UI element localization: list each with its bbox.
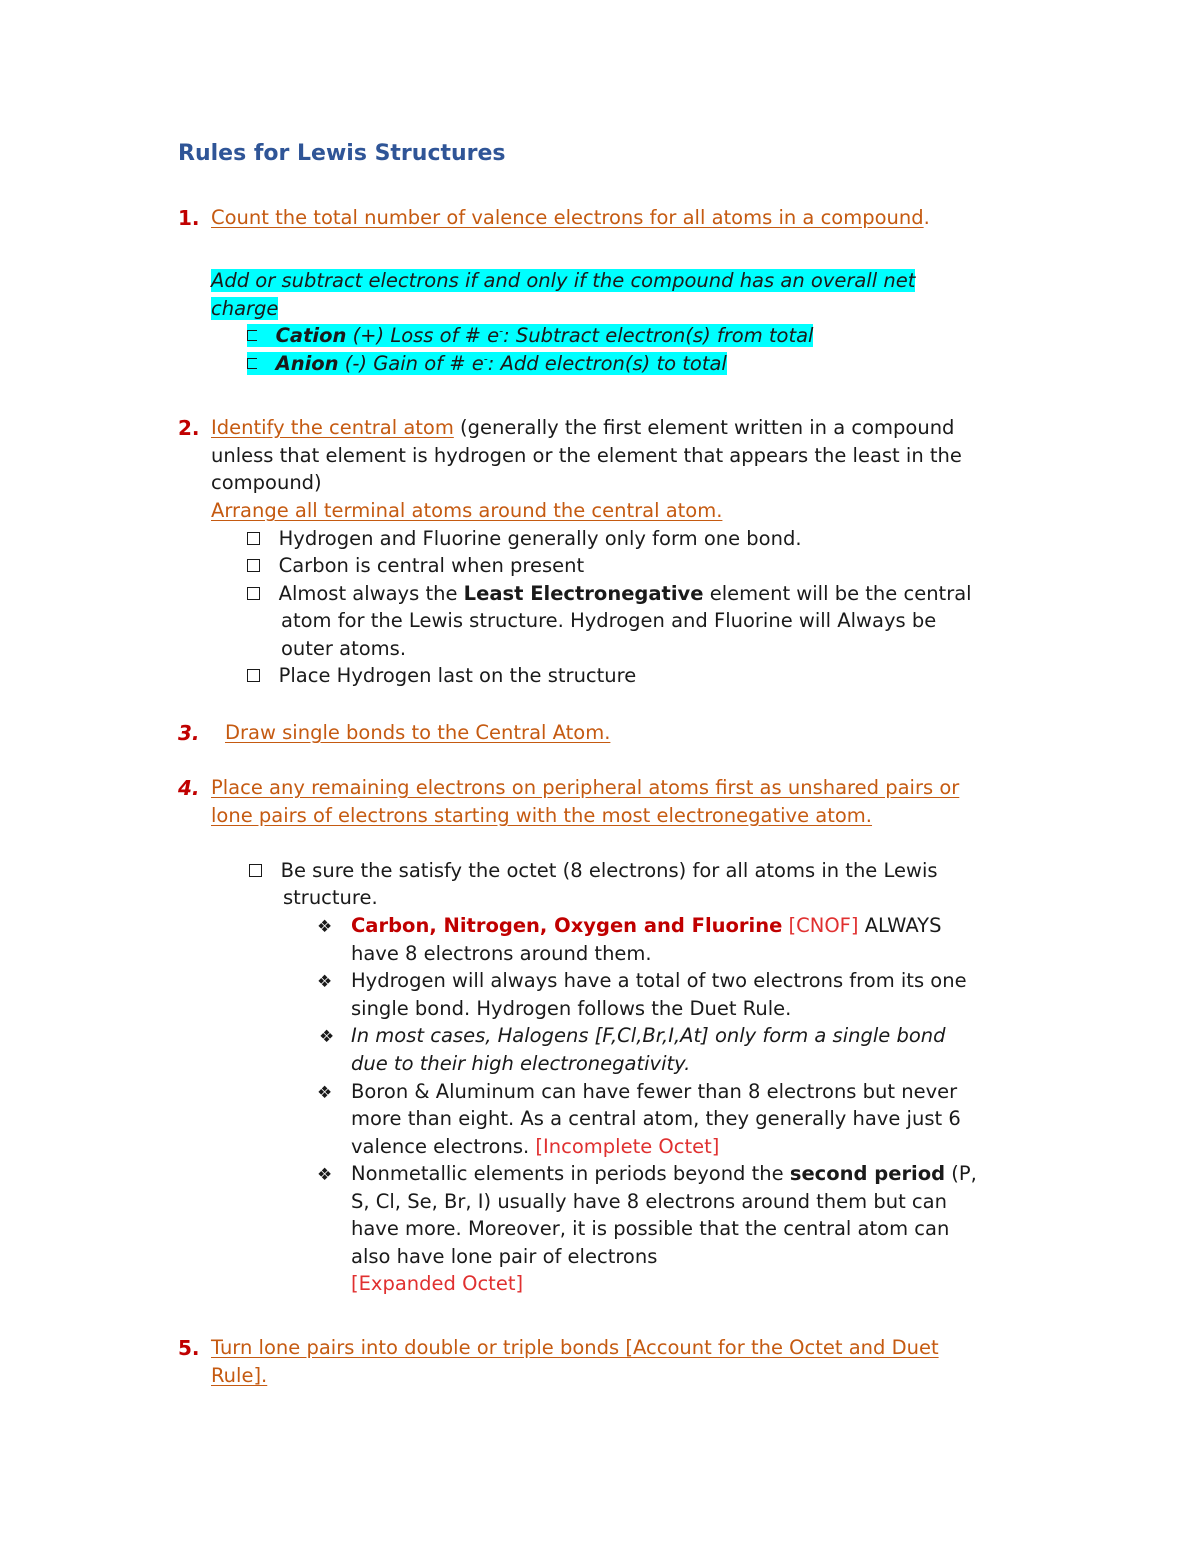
anion-highlight [247,352,727,375]
net-charge-note-text-2: charge [211,297,279,320]
step-2-line-2: unless that element is hydrogen or the element that appears the least in the [211,444,962,467]
step-2-rest: (generally the first element written in a compound [453,416,955,439]
step-1-period: . [923,206,930,229]
boron-line-1: Boron & Aluminum can have fewer than 8 electrons but never [351,1080,958,1103]
diamond-item-halogens [319,1022,334,1050]
cation-end: : Subtract electron(s) from total [503,324,814,347]
checkbox-icon [247,559,260,572]
nonmetallic-line-3: have more. Moreover, it is possible that the central atom can [351,1217,950,1240]
cation-bullet [247,322,813,350]
anion-sup: - [483,352,488,366]
checkbox-icon [247,532,260,545]
cation-rule: (+) Loss of # e [346,324,500,347]
step-2-link: Identify the central atom [211,416,454,439]
step-2-text [211,414,954,442]
page-title: Rules for Lewis Structures [178,141,506,166]
step-5-line-2: Rule]. [211,1364,268,1387]
diamond-bullet-icon: ❖ [317,917,333,937]
bullet-text: Place Hydrogen last on the structure [278,664,637,687]
bullet-octet-line-2: structure. [283,886,378,909]
step-5-number: 5. [178,1336,200,1360]
boron-line-3-text: valence electrons. [351,1135,536,1158]
step-4-number: 4. [178,776,200,800]
net-charge-note-text: Add or subtract electrons if and only if the compound has an overall net [211,269,916,292]
bullet-octet [249,857,938,885]
expanded-octet-tag: [Expanded Octet] [351,1272,524,1295]
cation-highlight [247,324,813,347]
cnof-bold: Carbon, Nitrogen, Oxygen and Fluorine [351,914,783,937]
bullet-text: Carbon is central when present [278,554,585,577]
hydrogen-duet-line-2: single bond. Hydrogen follows the Duet Rule. [351,997,792,1020]
second-period-bold: second period [789,1162,946,1185]
net-charge-note-line-2 [211,295,278,323]
step-5-line-1: Turn lone pairs into double or triple bonds [Account for the Octet and Duet [211,1336,939,1359]
nonmetallic-post: (P, [945,1162,977,1185]
diamond-bullet-icon: ❖ [317,972,333,992]
checkbox-bracket-icon [247,358,257,369]
step-1-text [211,204,930,232]
nonmetallic-line-1 [351,1160,977,1188]
least-electronegative-bold: Least Electronegative [463,582,704,605]
nonmetallic-line-2: S, Cl, Se, Br, I) usually have 8 electrons around them but can [351,1190,947,1213]
bullet-text: Almost always the [278,582,464,605]
step-3-number: 3. [178,721,200,745]
arrange-terminal-atoms: Arrange all terminal atoms around the central atom. [211,499,723,522]
cnof-tag: [CNOF] [782,914,859,937]
cation-label: Cation [275,324,347,347]
octet-text: Be sure the satisfy the octet (8 electrons) for all atoms in the Lewis [280,859,938,882]
step-2-line-3: compound) [211,471,322,494]
anion-end: : Add electron(s) to total [487,352,727,375]
diamond-bullet-icon: ❖ [317,1165,333,1185]
cnof-text [351,912,941,940]
bullet-carbon-central [247,552,584,580]
halogens-line-2: due to their high electronegativity. [351,1052,691,1075]
anion-rule: (-) Gain of # e [338,352,484,375]
nonmetallic-pre: Nonmetallic elements in periods beyond the [351,1162,790,1185]
step-3-text: Draw single bonds to the Central Atom. [225,721,611,744]
halogens-line-1: In most cases, Halogens [F,Cl,Br,I,At] only form a single bond [351,1024,946,1047]
cnof-always: ALWAYS [858,914,942,937]
bullet-least-electronegative-line-3: outer atoms. [281,637,407,660]
hydrogen-duet-line-1: Hydrogen will always have a total of two electrons from its one [351,969,967,992]
diamond-item-cnof [317,912,332,940]
bullet-text: Hydrogen and Fluorine generally only form one bond. [278,527,802,550]
bullet-text-post: element will be the central [703,582,972,605]
bullet-least-electronegative-line-2: atom for the Lewis structure. Hydrogen and Fluorine will Always be [281,609,937,632]
cation-sup: - [499,324,504,338]
diamond-item-nonmetallic [317,1160,332,1188]
diamond-item-boron [317,1078,332,1106]
step-4-line-1: Place any remaining electrons on peripheral atoms first as unshared pairs or [211,776,960,799]
step-2-number: 2. [178,416,200,440]
checkbox-icon [249,864,262,877]
boron-line-3 [351,1133,719,1161]
checkbox-icon [247,587,260,600]
diamond-bullet-icon: ❖ [319,1027,335,1047]
anion-label: Anion [275,352,339,375]
cnof-line-2: have 8 electrons around them. [351,942,652,965]
step-4-line-2: lone pairs of electrons starting with the most electronegative atom. [211,804,873,827]
net-charge-note-line-1 [211,267,915,295]
step-1-number: 1. [178,206,200,230]
nonmetallic-line-4: also have lone pair of electrons [351,1245,658,1268]
boron-line-2: more than eight. As a central atom, they generally have just 6 [351,1107,961,1130]
bullet-least-electronegative [247,580,972,608]
step-1-link: Count the total number of valence electrons for all atoms in a compound [211,206,924,229]
diamond-item-hydrogen [317,967,332,995]
checkbox-icon [247,669,260,682]
anion-bullet [247,350,727,378]
incomplete-octet-tag: [Incomplete Octet] [535,1135,720,1158]
diamond-bullet-icon: ❖ [317,1083,333,1103]
bullet-hydrogen-last [247,662,636,690]
checkbox-bracket-icon [247,330,257,341]
bullet-hydrogen-fluorine [247,525,802,553]
